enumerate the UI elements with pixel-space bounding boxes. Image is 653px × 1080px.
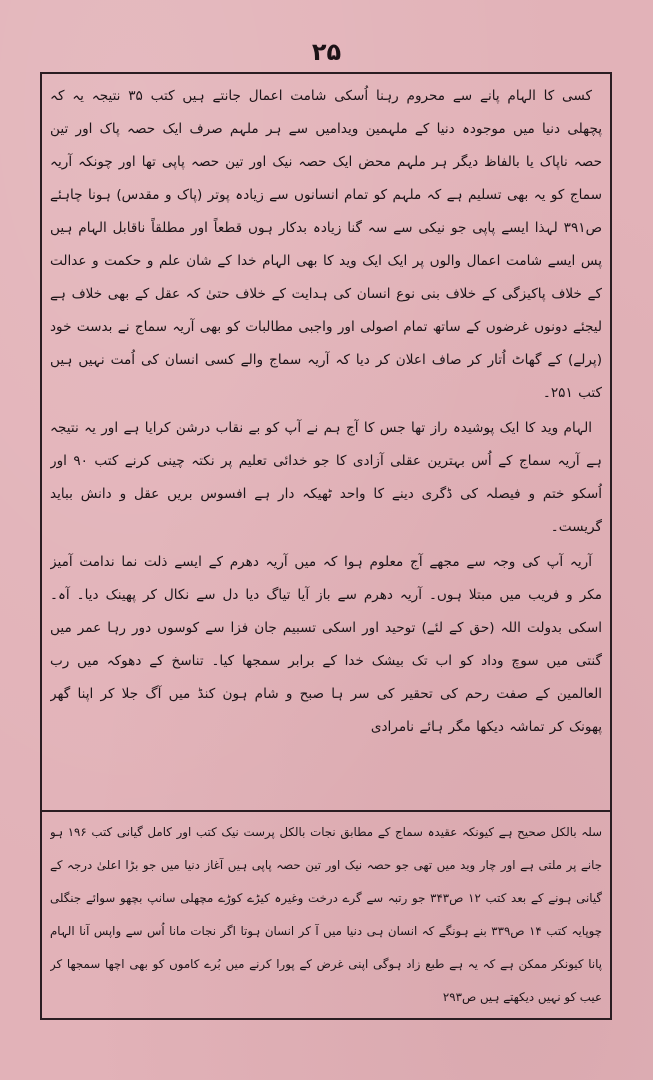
page-number: ۲۵ — [311, 38, 342, 66]
footnote-divider — [42, 810, 610, 812]
paragraph-1: کسی کا الہام پانے سے محروم رہنا اُسکی شامت اعمال جانتے ہیں کتب ۳۵ نتیجہ یہ کہ پچھلی دنیا میں موجودہ دنیا کے ملہمین ویدامیں سے ہر ملہم صرف ایک حصہ پاک اور تین حصہ ناپاک یا بالفاظ دیگر ہر ملہم محض ایک حصہ نیک اور تین حصہ پاپی تھا اور چونکہ آریہ سماج کو یہ بھی تسلیم ہے کہ ملہم کو تمام انسانوں سے زیادہ پوتر (پاک و مقدس) ہونا چاہئے ص۳۹۱ لہذا ایسے پاپی جو نیکی سے سہ گنا زیادہ بدکار ہوں قطعاً اور مطلقاً ناقابل الہام ہیں پس ایسے شامت اعمال والوں پر ایک ایک وید کا بھی الہام خدا کے شان علم و حکمت و عدالت کے خلاف پاکیزگی کے خلاف بنی نوع انسان کی ہدایت کے خلاف حتیٰ کہ عقل کے بھی خلاف ہے لیجئے دونوں غرضوں کے ساتھ تمام اصولی اور واجبی مطالبات کو بھی آریہ سماج نے بدست خود (پرلے) کے گھاٹ اُتار کر صاف اعلان کر دیا کہ آریہ سماج والے کسی انسان کی اُمت نہیں ہیں کتب ۲۵۱۔ — [50, 88, 602, 401]
text-frame — [40, 72, 612, 1020]
paragraph-2: الہام وید کا ایک پوشیدہ راز تھا جس کا آج ہم نے آپ کو بے نقاب درشن کرایا ہے اور یہ نتیجہ ہے آریہ سماج کے اُس بہترین عقلی آزادی کا جو خدائی تعلیم پر نکتہ چینی کرنے کتب ۹۰ اور اُسکو ختم و فیصلہ کی ڈگری دینے کا واحد ٹھیکہ دار ہے افسوس بریں عقل و دانش بباید گریست۔ — [50, 420, 602, 535]
footnote — [50, 816, 602, 1012]
footnote-text: سلہ بالکل صحیح ہے کیونکہ عقیدہ سماج کے مطابق نجات بالکل پرست نیک کتب اور کامل گیانی کتب ۱۹۶ ہو جانے پر ملتی ہے اور چار وید میں تھی جو حصہ نیک اور تین حصہ پاپی ہیں آغاز دنیا میں جو بڑا اعلیٰ درجہ کے گیانی ہونے کے بعد کتب ۱۲ ص۳۴۳ جو رتبہ سے گرے درخت وغیرہ کیڑے کوڑے مچھلی سانپ بچھو سوائے جنگلی چوپایہ کتب ۱۴ ص۳۳۹ بنے ہونگے کہ انسان ہی دنیا میں آ کر انسان ہوتا اگر نجات مانا اُس سے واپس آنا الہام پانا کیونکر ممکن ہے کہ یہ ہے طبع زاد ہوگی اپنی غرض کے پورا کرنے میں بُرے کاموں کو بھی اچھا سمجھا کر عیب کو نہیں دیکھتے ہیں ص۲۹۳ — [50, 825, 602, 1004]
main-text — [50, 80, 602, 800]
paragraph-3: آریہ آپ کی وجہ سے مجھے آج معلوم ہوا کہ میں آریہ دھرم کے ایسے ذلت نما ندامت آمیز مکر و فریب میں مبتلا ہوں۔ آریہ دھرم سے باز آیا تیاگ دیا دل سے نکال کر پھینک دیا۔ آہ۔ اسکی بدولت اللہ (حق کے لئے) توحید اور اسکی تسبیم جان فزا سے کوسوں دور رہا عمر میں گنتی میں سوچ وداد کو اب تک بیشک خدا کے برابر سمجھا کیا۔ تناسخ کے دھوکہ میں رب العالمین کے صفت رحم کی تحقیر کی سر ہا صبح و شام ہون کنڈ میں آگ جلا کر اپنا گھر پھونک کر تماشہ دیکھا مگر ہائے نامرادی — [50, 554, 602, 735]
